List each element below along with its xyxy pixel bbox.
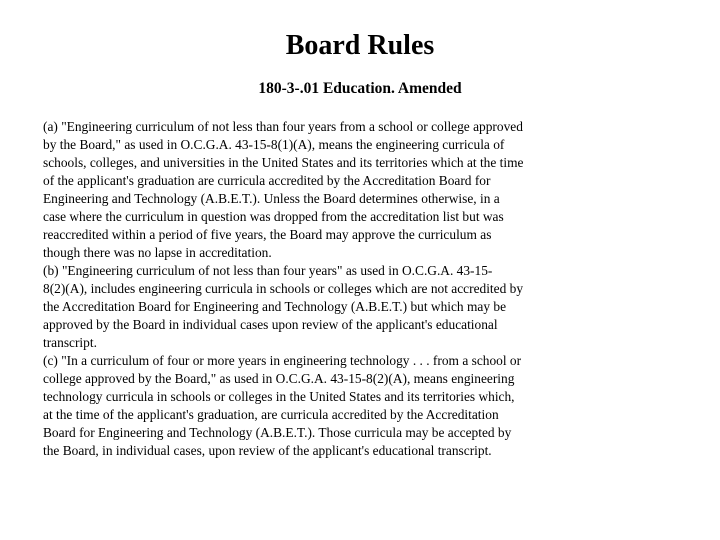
text-line: by the Board," as used in O.C.G.A. 43-15-8(1)(A), means the engineering curricula of xyxy=(43,137,505,152)
rule-heading: 180-3-.01 Education. Amended xyxy=(258,80,462,97)
text-line: Board for Engineering and Technology (A.B.E.T.). Those curricula may be accepted by xyxy=(43,425,512,440)
text-line: (a) "Engineering curriculum of not less than four years from a school or college approved xyxy=(43,119,523,134)
text-line: the Board, in individual cases, upon review of the applicant's educational transcript. xyxy=(43,443,492,458)
text-line: at the time of the applicant's graduation, are curricula accredited by the Accreditation xyxy=(43,407,499,422)
text-line: case where the curriculum in question was dropped from the accreditation list but was xyxy=(43,209,504,224)
text-line: Engineering and Technology (A.B.E.T.). Unless the Board determines otherwise, in a xyxy=(43,191,500,206)
page-title: Board Rules xyxy=(285,30,435,61)
text-line: reaccredited within a period of five years, the Board may approve the curriculum as xyxy=(43,227,492,242)
text-line: the Accreditation Board for Engineering and Technology (A.B.E.T.) but which may be xyxy=(43,299,507,314)
text-line: transcript. xyxy=(43,335,97,350)
text-line: (b) "Engineering curriculum of not less than four years" as used in O.C.G.A. 43-15- xyxy=(43,263,493,278)
text-line: of the applicant's graduation are curricula accredited by the Accreditation Board for xyxy=(43,173,491,188)
rule-body xyxy=(43,118,603,460)
text-line: though there was no lapse in accreditation. xyxy=(43,245,272,260)
text-line: schools, colleges, and universities in the United States and its territories which at the time xyxy=(43,155,524,170)
text-line: technology curricula in schools or colleges in the United States and its territories which, xyxy=(43,389,515,404)
text-line: approved by the Board in individual cases upon review of the applicant's educational xyxy=(43,317,498,332)
text-line: 8(2)(A), includes engineering curricula in schools or colleges which are not accredited by xyxy=(43,281,524,296)
text-line: college approved by the Board," as used in O.C.G.A. 43-15-8(2)(A), means engineering xyxy=(43,371,515,386)
text-line: (c) "In a curriculum of four or more years in engineering technology . . . from a school or xyxy=(43,353,522,368)
